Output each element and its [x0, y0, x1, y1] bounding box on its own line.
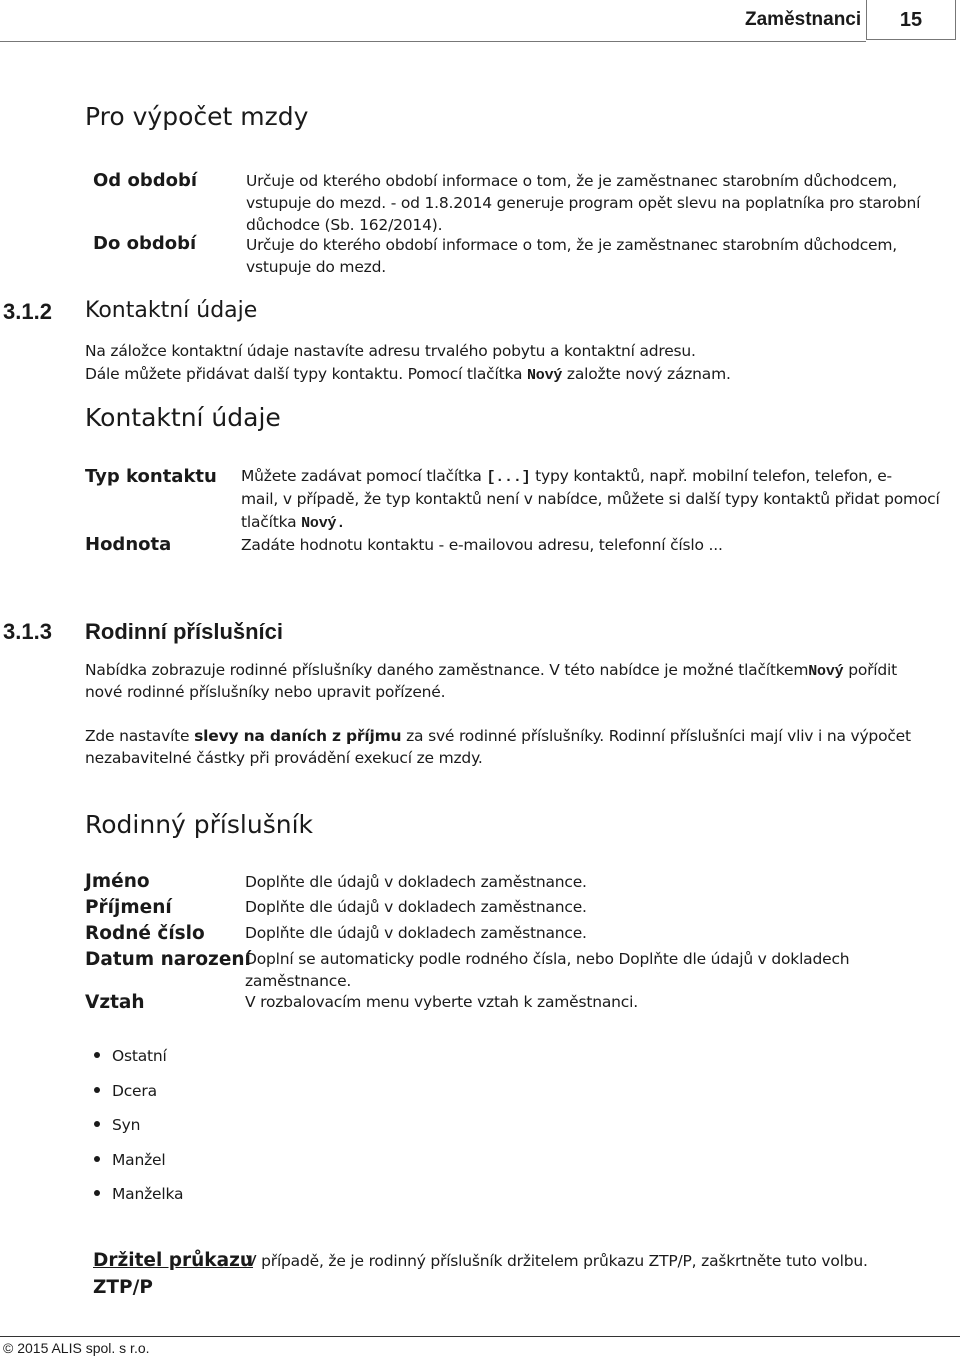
label-typ-kontaktu: Typ kontaktu — [85, 466, 217, 487]
label-drzitel-prukazu: Držitel průkazu — [93, 1250, 254, 1271]
list-item-syn: Syn — [112, 1116, 141, 1134]
typ-text-b: typy kontaktů, např. mobilní telefon, telefon, e- — [530, 467, 892, 485]
p2-bold-slevy: slevy na daních z příjmu — [194, 727, 402, 745]
p1-text-a: Nabídka zobrazuje rodinné příslušníky daného zaměstnance. V této nabídce je možné tlačítkem — [85, 661, 809, 679]
section-number-313: 3.1.3 — [3, 619, 52, 644]
section-title-312: Kontaktní údaje — [85, 298, 258, 323]
label-jmeno: Jméno — [85, 871, 150, 892]
p2-313-line2: nezabavitelné částky při provádění exekucí ze mzdy. — [85, 749, 483, 767]
list-item-dcera: Dcera — [112, 1082, 157, 1100]
bullet-icon — [94, 1087, 100, 1093]
typ-text-c: tlačítka — [241, 513, 302, 531]
label-ztpp: ZTP/P — [93, 1277, 153, 1298]
typ-text-a: Můžete zadávat pomocí tlačítka — [241, 467, 487, 485]
bullet-icon — [94, 1190, 100, 1196]
heading-pro-vypocet: Pro výpočet mzdy — [85, 102, 309, 131]
heading-kontaktni-udaje: Kontaktní údaje — [85, 403, 281, 432]
text-typ-kontaktu-1 — [241, 465, 892, 489]
text-ztpp: V případě, že je rodinný příslušník držitelem průkazu ZTP/P, zaškrtněte tuto volbu. — [246, 1252, 868, 1270]
text-datum-narozeni-2: zaměstnance. — [245, 972, 352, 990]
text-od-obdobi-2: vstupuje do mezd. - od 1.8.2014 generuje program opět slevu na poplatníka pro starobní — [246, 194, 921, 212]
text-vztah: V rozbalovacím menu vyberte vztah k zaměstnanci. — [245, 993, 638, 1011]
p1-313-line2: nové rodinné příslušníky nebo upravit pořízené. — [85, 683, 446, 701]
button-ref-novy: Nový — [526, 367, 563, 384]
section-number-312: 3.1.2 — [3, 299, 52, 324]
label-hodnota: Hodnota — [85, 534, 172, 555]
bullet-icon — [94, 1052, 100, 1058]
button-ref-dots: [...] — [486, 469, 531, 486]
text-typ-kontaktu-2: mail, v případě, že typ kontaktů není v nabídce, můžete si další typy kontaktů přidat pomocí — [241, 490, 940, 508]
p1-text-b: pořídit — [843, 661, 898, 679]
label-rodne-cislo: Rodné číslo — [85, 923, 205, 944]
label-vztah: Vztah — [85, 992, 145, 1013]
text-do-obdobi-2: vstupuje do mezd. — [246, 258, 386, 276]
intro-312-line2 — [85, 363, 731, 387]
p2-text-a: Zde nastavíte — [85, 727, 195, 745]
label-od-obdobi: Od období — [93, 170, 198, 191]
p1-313-line1 — [85, 659, 897, 683]
button-ref-novy-3: Nový — [808, 663, 844, 680]
text-jmeno: Doplňte dle údajů v dokladech zaměstnance. — [245, 873, 587, 891]
header-title: Zaměstnanci — [745, 9, 862, 30]
list-item-ostatni: Ostatní — [112, 1047, 167, 1065]
label-do-obdobi: Do období — [93, 233, 197, 254]
bullet-icon — [94, 1156, 100, 1162]
label-datum-narozeni: Datum narození — [85, 949, 251, 970]
list-item-manzel: Manžel — [112, 1151, 166, 1169]
p2-text-b: za své rodinné příslušníky. Rodinní příslušníci mají vliv i na výpočet — [401, 727, 911, 745]
button-ref-novy-2: Nový. — [301, 515, 346, 532]
text-rodne-cislo: Doplňte dle údajů v dokladech zaměstnance. — [245, 924, 587, 942]
text-typ-kontaktu-3 — [241, 511, 345, 535]
text-do-obdobi-1: Určuje do kterého období informace o tom, že je zaměstnanec starobním důchodcem, — [246, 236, 898, 254]
page-number: 15 — [866, 0, 956, 40]
text-od-obdobi-3: důchodce (Sb. 162/2014). — [246, 216, 443, 234]
label-prijmeni: Příjmení — [85, 897, 172, 918]
intro-312-text-a: Dále můžete přidávat další typy kontaktu. Pomocí tlačítka — [85, 365, 527, 383]
text-prijmeni: Doplňte dle údajů v dokladech zaměstnance. — [245, 898, 587, 916]
intro-312-line1: Na záložce kontaktní údaje nastavíte adresu trvalého pobytu a kontaktní adresu. — [85, 342, 696, 360]
text-hodnota: Zadáte hodnotu kontaktu - e-mailovou adresu, telefonní číslo ... — [241, 536, 723, 554]
heading-rodinny-prislusnik: Rodinný příslušník — [85, 810, 313, 839]
list-item-manzelka: Manželka — [112, 1185, 184, 1203]
footer-copyright: © 2015 ALIS spol. s r.o. — [3, 1340, 150, 1356]
header-rule — [0, 41, 866, 42]
p2-313-line1 — [85, 725, 911, 747]
intro-312-text-b: založte nový záznam. — [562, 365, 731, 383]
text-datum-narozeni-1: Doplní se automaticky podle rodného čísla, nebo Doplňte dle údajů v dokladech — [245, 950, 850, 968]
bullet-icon — [94, 1121, 100, 1127]
footer-rule — [0, 1336, 960, 1337]
section-title-313: Rodinní příslušníci — [85, 619, 284, 644]
text-od-obdobi-1: Určuje od kterého období informace o tom, že je zaměstnanec starobním důchodcem, — [246, 172, 898, 190]
